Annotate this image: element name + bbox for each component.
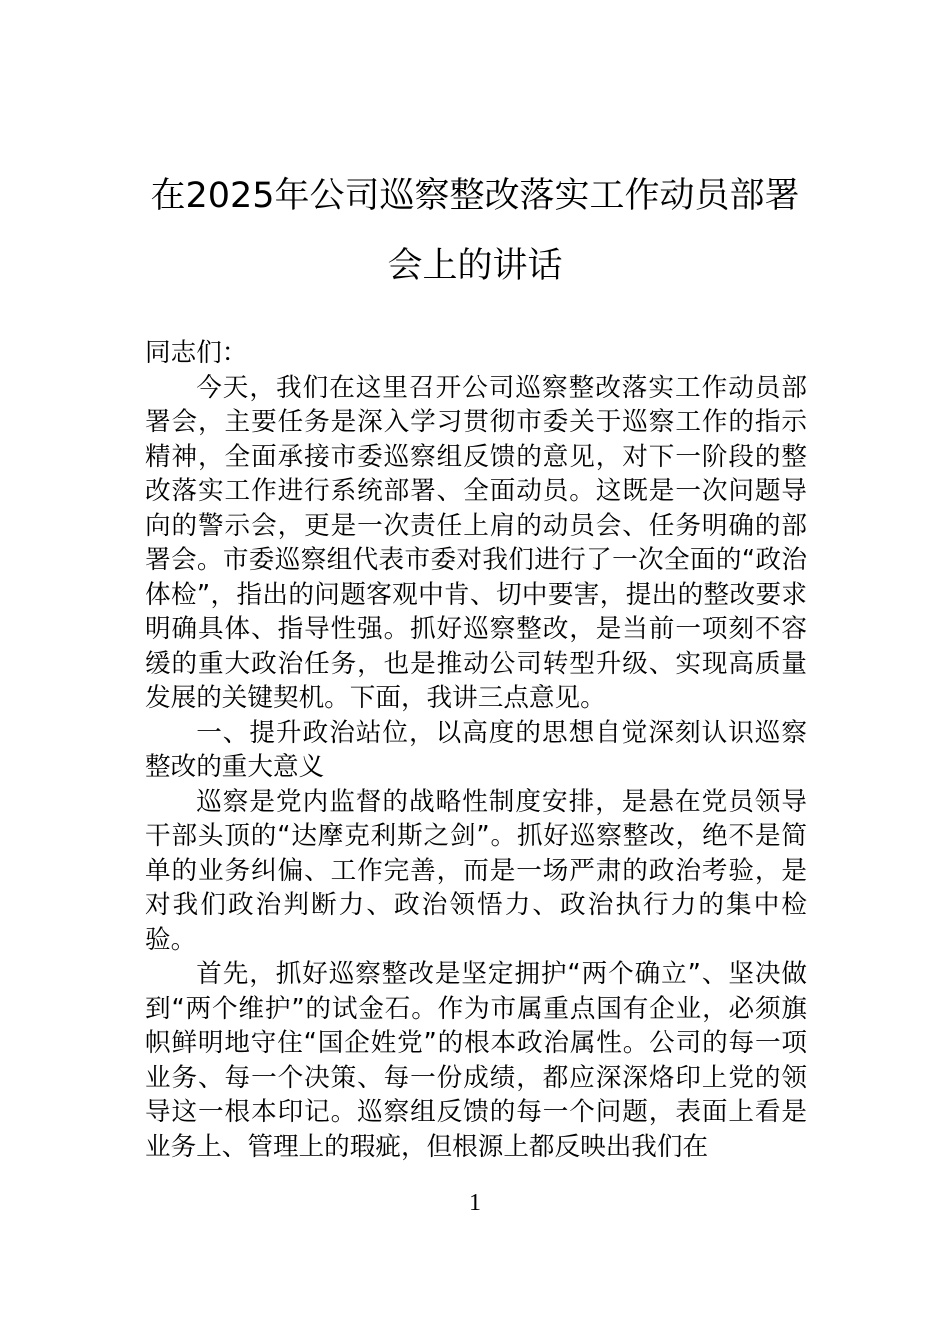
salutation: 同志们： (145, 338, 248, 368)
paragraph-first-point: 首先，抓好巡察整改是坚定拥护“两个确立”、坚决做到“两个维护”的试金石。作为市属重点国有企业，必须旗帜鲜明地守住“国企姓党”的根本政治属性。公司的每一项业务、每一个决策、每一份成绩，都应深深烙印上党的领导这一根本印记。巡察组反馈的每一个问题，表面上看是业务上、管理上的瑕疵，但根源上都反映出我们在 (145, 959, 807, 1162)
document-body (145, 336, 807, 1164)
document-title-line-1: 在2025年公司巡察整改落实工作动员部署 (150, 176, 800, 216)
paragraph-inspection: 巡察是党内监督的战略性制度安排，是悬在党员领导干部头顶的“达摩克利斯之剑”。抓好巡察整改，绝不是简单的业务纠偏、工作完善，而是一场严肃的政治考验，是对我们政治判断力、政治领悟力、政治执行力的集中检验。 (145, 786, 807, 955)
paragraph-opening: 今天，我们在这里召开公司巡察整改落实工作动员部署会，主要任务是深入学习贯彻市委关于巡察工作的指示精神，全面承接市委巡察组反馈的意见，对下一阶段的整改落实工作进行系统部署、全面动员。这既是一次问题导向的警示会，更是一次责任上肩的动员会、任务明确的部署会。市委巡察组代表市委对我们进行了一次全面的“政治体检”，指出的问题客观中肯、切中要害，提出的整改要求明确具体、指导性强。抓好巡察整改，是当前一项刻不容缓的重大政治任务，也是推动公司转型升级、实现高质量发展的关键契机。下面，我讲三点意见。 (145, 372, 807, 713)
page-number: 1 (469, 1190, 481, 1216)
section-heading-1: 一、提升政治站位，以高度的思想自觉深刻认识巡察整改的重大意义 (145, 717, 807, 782)
document-title-line-2: 会上的讲话 (387, 246, 563, 286)
